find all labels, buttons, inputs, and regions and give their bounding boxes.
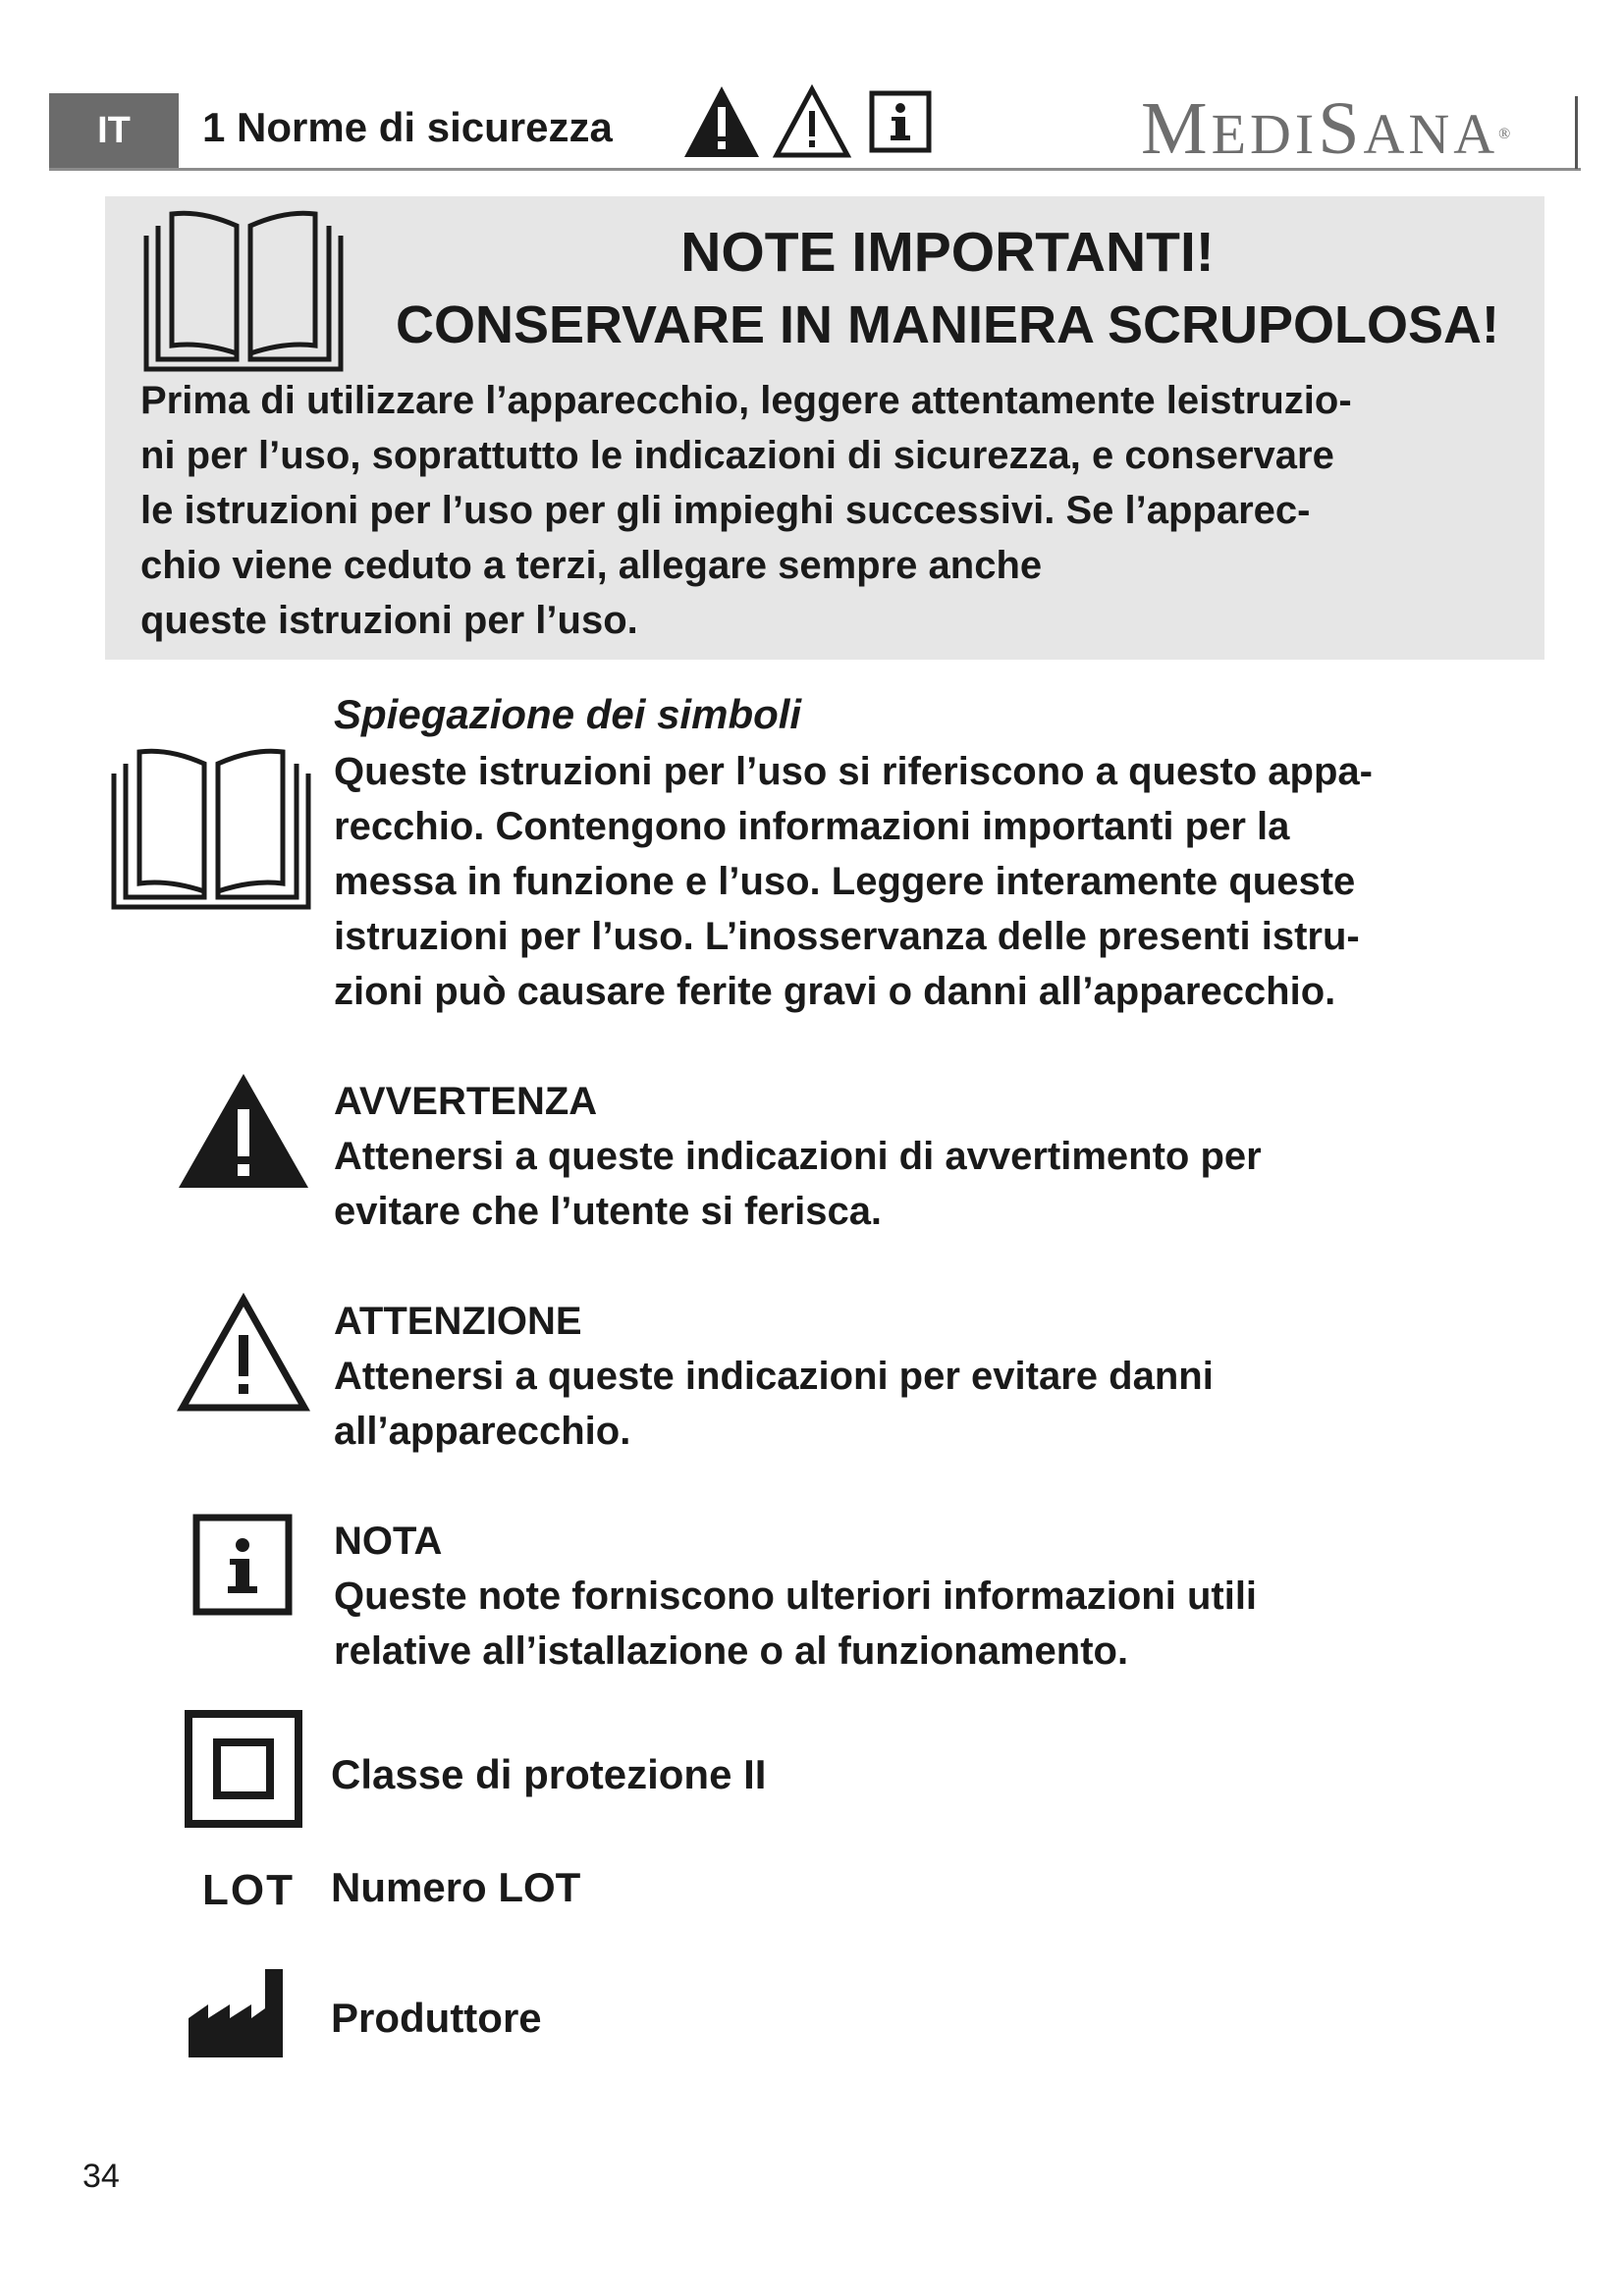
manual-line: zioni può causare ferite gravi o danni all’apparecchio. [334,970,1336,1013]
warning-line: evitare che l’utente si ferisca. [334,1190,883,1233]
manual-description [334,744,1373,1019]
caution-icon [177,1292,310,1414]
section-title: 1 Norme di sicurezza [202,104,613,150]
instruction-manual-icon [142,206,345,373]
warning-description [334,1074,1262,1239]
notice-text [140,373,1535,648]
notice-line: Prima di utilizzare l’apparecchio, leggere attentamente leistruzio- [140,379,1352,422]
info-icon [869,90,932,153]
manual-line: Queste istruzioni per l’uso si riferiscono a questo appa- [334,750,1373,793]
page-number: 34 [82,2158,120,2195]
notice-heading: NOTE IMPORTANTI! [680,221,1215,284]
instruction-manual-icon [110,744,312,911]
warning-icon [177,1070,310,1192]
notice-line: chio viene ceduto a terzi, allegare sempre anche [140,544,1043,587]
warning-title: AVVERTENZA [334,1080,598,1123]
brand-divider [1575,96,1578,169]
protection-class-ii-icon [185,1710,302,1828]
language-tab: IT [49,93,179,168]
lot-icon: LOT [202,1866,295,1914]
warning-icon [681,83,762,160]
note-description [334,1514,1257,1679]
manual-line: recchio. Contengono informazioni importanti per la [334,805,1290,848]
note-line: Queste note forniscono ulteriori informazioni utili [334,1575,1258,1618]
note-title: NOTA [334,1520,443,1563]
caution-title: ATTENZIONE [334,1300,582,1343]
notice-subheading: CONSERVARE IN MANIERA SCRUPOLOSA! [395,295,1500,354]
lot-label: Numero LOT [331,1864,581,1910]
caution-line: Attenersi a queste indicazioni per evitare danni [334,1355,1214,1398]
manual-line: istruzioni per l’uso. L’inosservanza delle presenti istru- [334,915,1360,958]
notice-line: le istruzioni per l’uso per gli impieghi successivi. Se l’apparec- [140,489,1311,532]
warning-line: Attenersi a queste indicazioni di avvertimento per [334,1135,1262,1178]
note-line: relative all’istallazione o al funzionamento. [334,1629,1129,1673]
factory-icon [187,1967,285,2059]
caution-line: all’apparecchio. [334,1410,631,1453]
manual-line: messa in funzione e l’uso. Leggere interamente queste [334,860,1356,903]
symbols-heading: Spiegazione dei simboli [334,691,802,737]
protection-class-label: Classe di protezione II [331,1751,767,1797]
brand-logo: MEDISANA® [1141,87,1511,170]
caution-description [334,1294,1214,1459]
notice-line: queste istruzioni per l’uso. [140,599,638,642]
notice-line: ni per l’uso, soprattutto le indicazioni di sicurezza, e conservare [140,434,1334,477]
manufacturer-label: Produttore [331,1995,542,2041]
info-icon [192,1514,293,1616]
caution-icon [772,83,852,160]
